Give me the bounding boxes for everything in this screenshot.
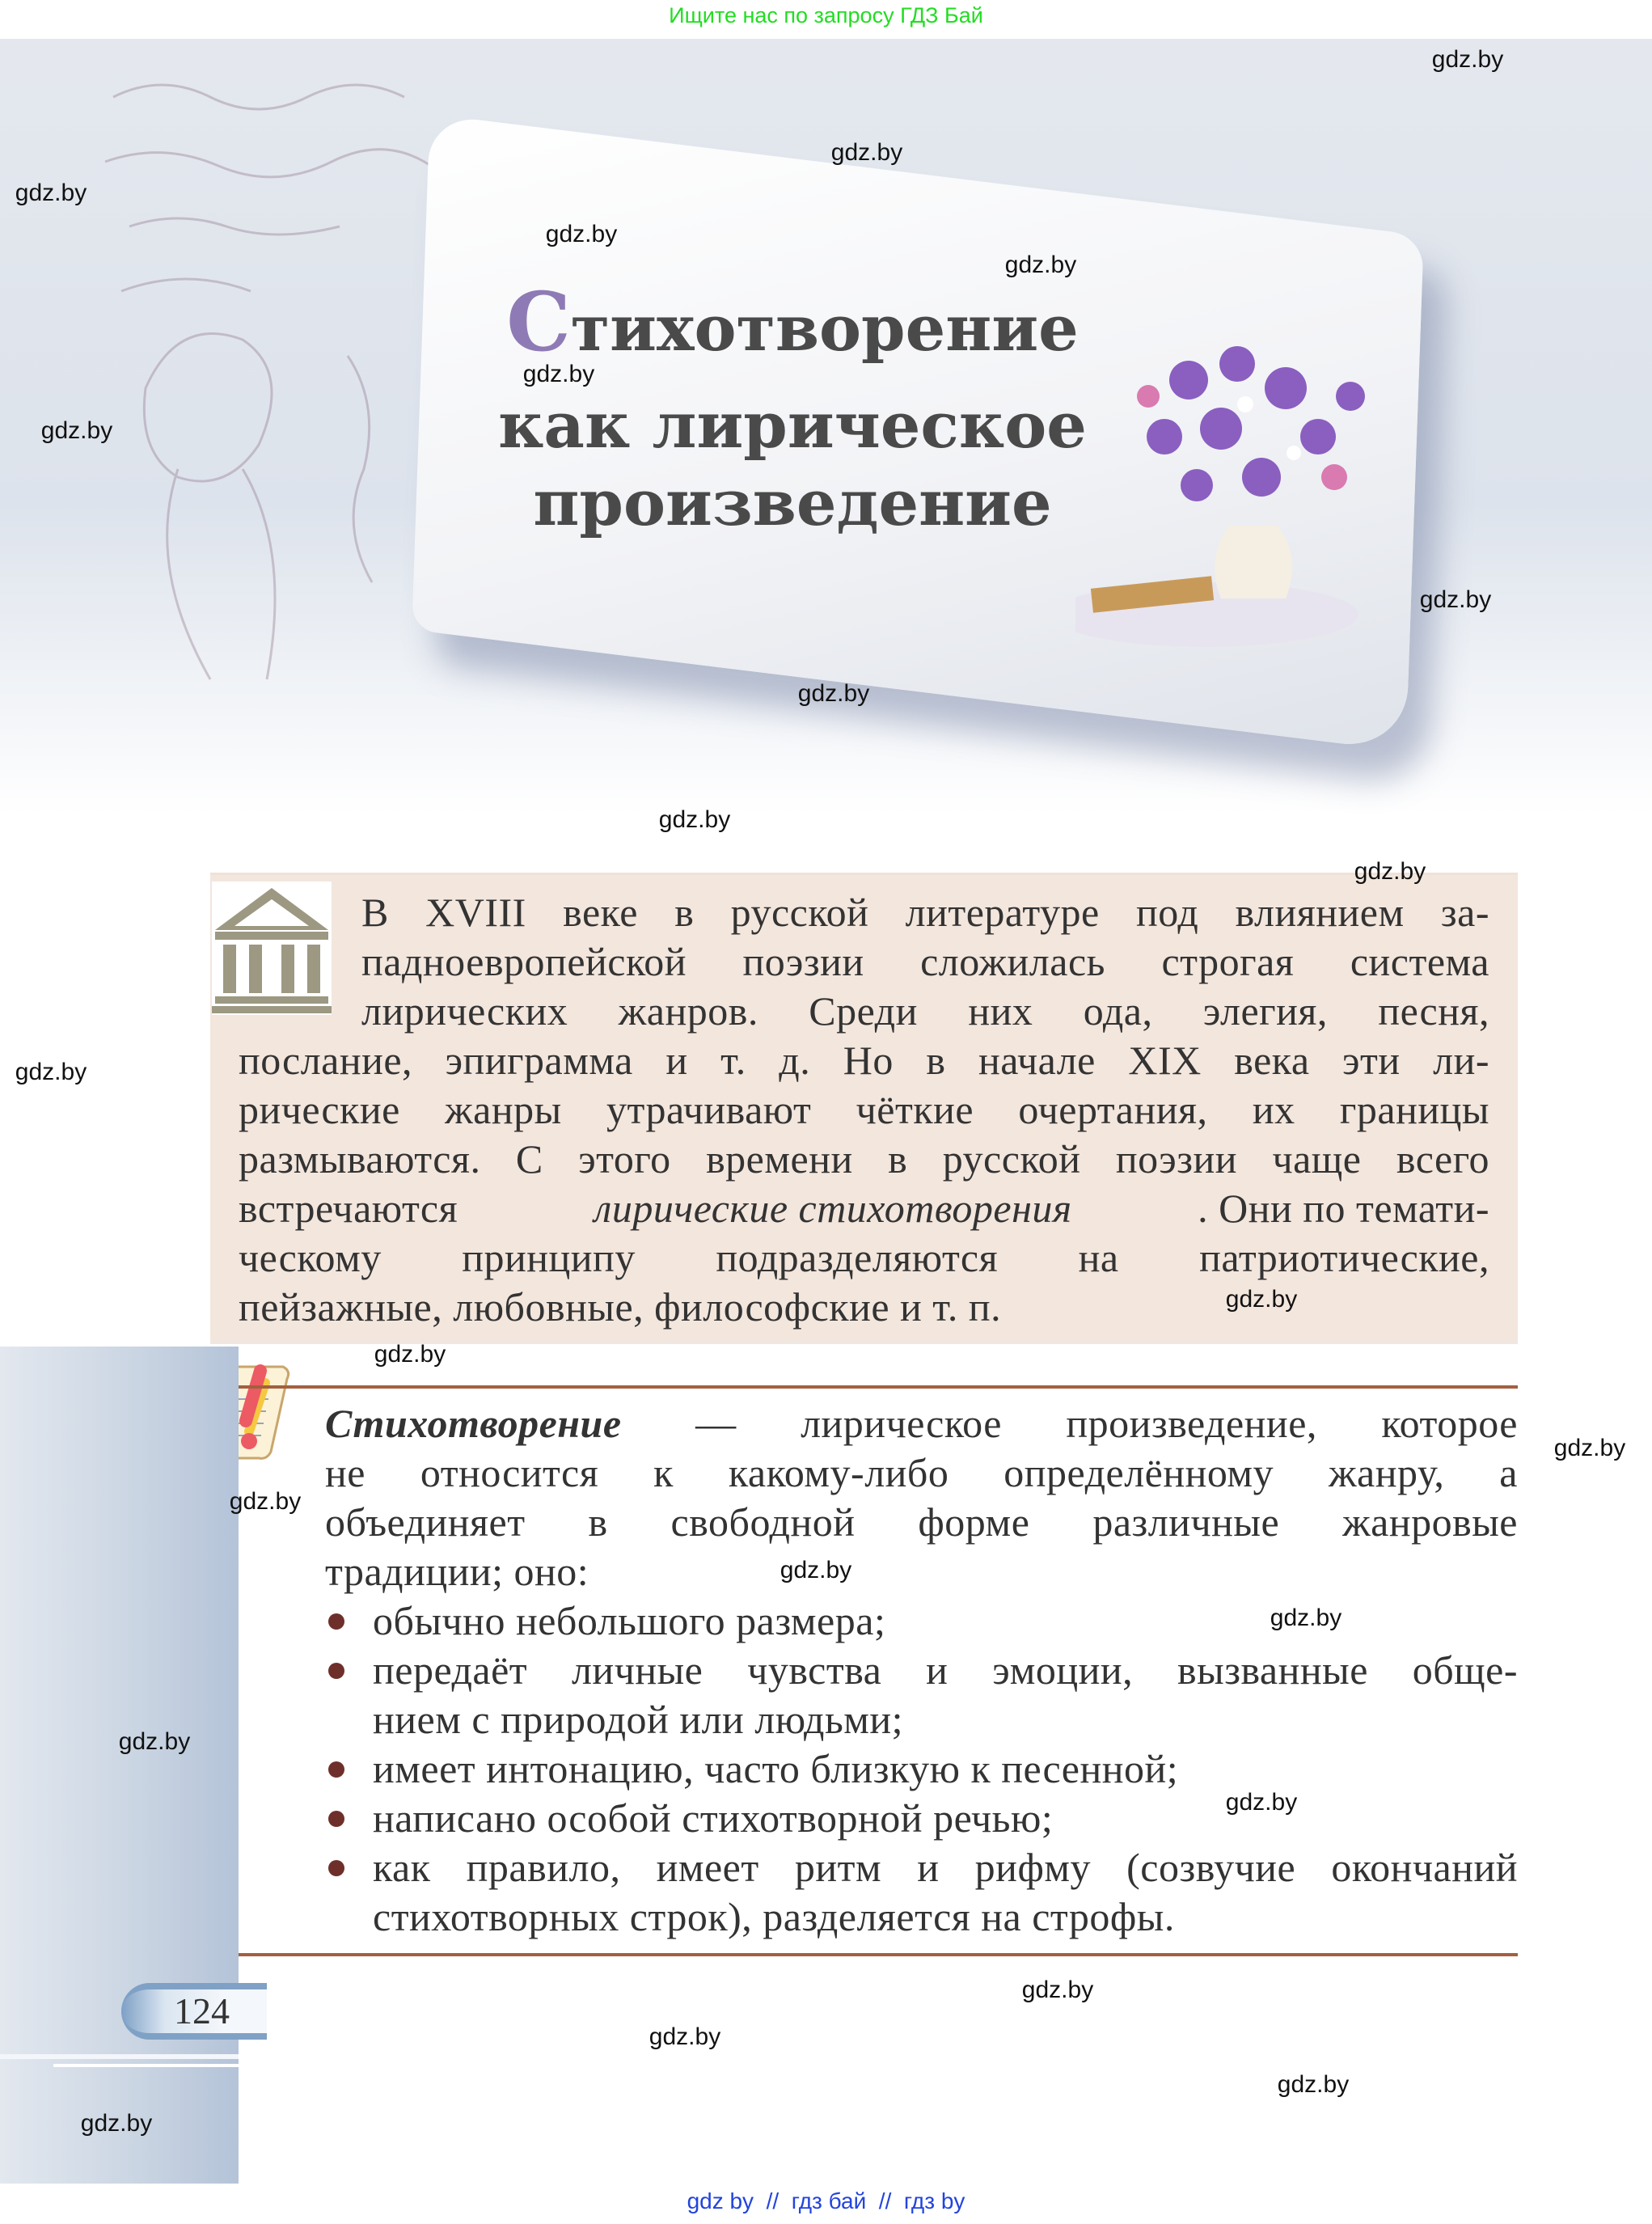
bullet-icon bbox=[328, 1613, 344, 1630]
bullet-item: передаёт личные чувства и эмоции, вызванные обще- bbox=[373, 1647, 1518, 1693]
watermark: gdz.by bbox=[1225, 1286, 1298, 1313]
paragraph-line: пейзажные, любовные, философские и т. п. bbox=[239, 1284, 1002, 1330]
definition-line: традиции; оно: bbox=[325, 1549, 589, 1594]
title-initial: С bbox=[506, 274, 571, 370]
paragraph-line: падноевропейской поэзии сложилась строгая система bbox=[361, 939, 1489, 984]
watermark: gdz.by bbox=[15, 180, 87, 206]
sidebar-stripe bbox=[0, 2054, 239, 2059]
bullet-item: имеет интонацию, часто близкую к песенной; bbox=[373, 1746, 1179, 1791]
bullet-item-continued: нием с природой или людьми; bbox=[373, 1697, 904, 1742]
definition-line: объединяет в свободной форме различные жанровые bbox=[325, 1499, 1518, 1545]
museum-building-icon bbox=[212, 882, 332, 1015]
text-segment: встречаются bbox=[239, 1186, 469, 1231]
sidebar-stripe bbox=[53, 2064, 239, 2067]
definition-term: Стихотворение bbox=[325, 1401, 622, 1446]
paragraph-line: ческому принципу подразделяются на патриотические, bbox=[239, 1235, 1489, 1280]
bullet-item: как правило, имеет ритм и рифму (созвучие окончаний bbox=[373, 1845, 1518, 1890]
watermark: gdz.by bbox=[1225, 1789, 1298, 1816]
watermark: gdz.by bbox=[797, 680, 870, 707]
paragraph-line bbox=[239, 1184, 1489, 1233]
watermark: gdz.by bbox=[374, 1341, 446, 1368]
watermark: gdz.by bbox=[658, 806, 731, 833]
bullet-item-continued: стихотворных строк), разделяется на строфы. bbox=[373, 1894, 1175, 1939]
definition-line bbox=[325, 1399, 1518, 1448]
title-line-1-wrap bbox=[453, 274, 1132, 370]
watermark: gdz.by bbox=[1021, 1977, 1094, 2003]
watermark: gdz.by bbox=[830, 139, 903, 166]
definition-bottom-rule bbox=[210, 1953, 1518, 1956]
italic-term: лирические стихотворения bbox=[594, 1186, 1072, 1231]
paragraph-line: рические жанры утрачивают чёткие очертания, их границы bbox=[239, 1087, 1489, 1132]
watermark: gdz.by bbox=[1277, 2071, 1350, 2098]
watermark: gdz.by bbox=[118, 1728, 191, 1755]
bullet-icon bbox=[328, 1761, 344, 1778]
watermark: gdz.by bbox=[80, 2110, 153, 2137]
bullet-icon bbox=[328, 1663, 344, 1679]
watermark: gdz.by bbox=[1553, 1435, 1626, 1461]
watermark: gdz.by bbox=[40, 417, 113, 444]
bullet-item: обычно небольшого размера; bbox=[373, 1598, 886, 1643]
paragraph-line: послание, эпиграмма и т. д. Но в начале XIX века эти ли- bbox=[239, 1038, 1489, 1083]
footer-links[interactable]: gdz by // гдз бай // гдз by bbox=[687, 2188, 965, 2213]
watermark: gdz.by bbox=[15, 1059, 87, 1085]
watermark: gdz.by bbox=[1419, 586, 1492, 613]
watermark: gdz.by bbox=[1354, 858, 1426, 885]
watermark: gdz.by bbox=[1431, 46, 1504, 73]
text-segment: — лирическое произведение, которое bbox=[631, 1401, 1518, 1446]
paragraph-line: размываются. С этого времени в русской поэзии чаще всего bbox=[239, 1136, 1489, 1182]
bullet-icon bbox=[328, 1860, 344, 1876]
watermark: gdz.by bbox=[545, 221, 618, 247]
watermark: gdz.by bbox=[1004, 252, 1077, 278]
bullet-item: написано особой стихотворной речью; bbox=[373, 1795, 1054, 1841]
title-line-2: как лирическое bbox=[498, 389, 1087, 463]
page-number: 124 bbox=[174, 1990, 230, 2032]
definition-line: не относится к какому-либо определённому жанру, а bbox=[325, 1450, 1518, 1495]
paragraph-line: В XVIII веке в русской литературе под влиянием за- bbox=[361, 890, 1489, 935]
text-segment: . Они по темати- bbox=[1198, 1186, 1489, 1231]
watermark: gdz.by bbox=[522, 361, 595, 387]
paragraph-line: лирических жанров. Среди них ода, элегия, песня, bbox=[361, 988, 1489, 1034]
flower-bouquet-image bbox=[1075, 315, 1415, 655]
watermark: gdz.by bbox=[229, 1488, 302, 1515]
search-hint-banner: Ищите нас по запросу ГДЗ Бай bbox=[669, 3, 983, 27]
watermark: gdz.by bbox=[1270, 1605, 1342, 1631]
bullet-icon bbox=[328, 1811, 344, 1827]
title-line-3: произведение bbox=[533, 467, 1052, 540]
watermark: gdz.by bbox=[649, 2023, 721, 2050]
definition-top-rule bbox=[210, 1385, 1518, 1389]
title-line-1: тихотворение bbox=[570, 292, 1079, 366]
watermark: gdz.by bbox=[780, 1557, 852, 1583]
